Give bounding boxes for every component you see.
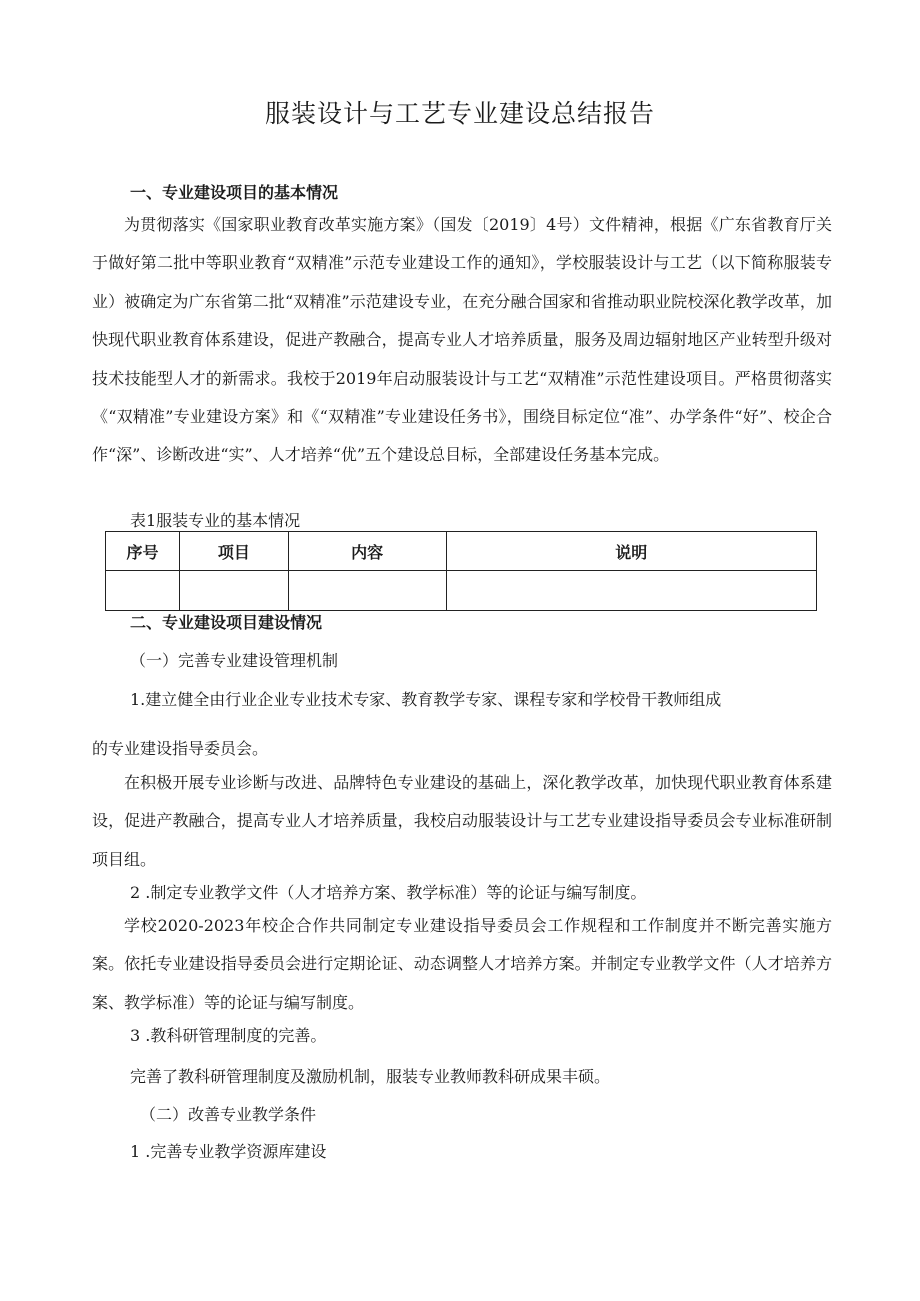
paragraph3: 完善了教科研管理制度及激励机制，服装专业教师教科研成果丰硕。 bbox=[130, 1067, 611, 1086]
page-title: 服装设计与工艺专业建设总结报告 bbox=[264, 99, 655, 128]
section2-heading: 二、专业建设项目建设情况 bbox=[130, 613, 323, 632]
basic-info-table bbox=[105, 531, 817, 611]
item1-text: 1.建立健全由行业企业专业技术专家、教育教学专家、课程专家和学校骨干教师组成 bbox=[130, 690, 722, 709]
table-header-cell: 说明 bbox=[446, 532, 816, 571]
item2-text: 2 .制定专业教学文件（人才培养方案、教学标准）等的论证与编写制度。 bbox=[130, 883, 647, 902]
table-header-cell: 内容 bbox=[288, 532, 446, 571]
table-header-cell: 序号 bbox=[106, 532, 180, 571]
item3-text: 3 .教科研管理制度的完善。 bbox=[130, 1026, 327, 1045]
item1-continuation: 的专业建设指导委员会。 bbox=[92, 739, 269, 758]
paragraph1: 在积极开展专业诊断与改进、品牌特色专业建设的基础上，深化教学改革，加快现代职业教育体系建设，促进产教融合，提高专业人才培养质量，我校启动服装设计与工艺专业建设指导委员会专业标准研制项目组。 bbox=[92, 773, 832, 869]
subsection2-heading: （二）改善专业教学条件 bbox=[140, 1105, 317, 1124]
table-row bbox=[106, 571, 817, 611]
subsection1-heading: （一）完善专业建设管理机制 bbox=[130, 651, 339, 670]
section1-heading: 一、专业建设项目的基本情况 bbox=[130, 183, 339, 202]
table-header-cell: 项目 bbox=[179, 532, 288, 571]
table-cell bbox=[106, 571, 180, 611]
table-caption: 表1服装专业的基本情况 bbox=[130, 511, 301, 530]
table-cell bbox=[288, 571, 446, 611]
table-cell bbox=[179, 571, 288, 611]
table-header-row bbox=[106, 532, 817, 571]
section1-paragraph: 为贯彻落实《国家职业教育改革实施方案》（国发〔2019〕4号）文件精神，根据《广东省教育厅关于做好第二批中等职业教育“双精准”示范专业建设工作的通知》，学校服装设计与工艺（以下简称服装专业）被确定为广东省第二批“双精准”示范建设专业，在充分融合国家和省推动职业院校深化教学改革，加快现代职业教育体系建设，促进产教融合，提高专业人才培养质量，服务及周边辐射地区产业转型升级对技术技能型人才的新需求。我校于2019年启动服装设计与工艺“双精准”示范性建设项目。严格贯彻落实《“双精准”专业建设方案》和《“双精准”专业建设任务书》，围绕目标定位“准”、办学条件“好”、校企合作“深”、诊断改进“实”、人才培养“优”五个建设总目标，全部建设任务基本完成。 bbox=[92, 215, 832, 465]
item4-text: 1 .完善专业教学资源库建设 bbox=[130, 1142, 327, 1161]
paragraph2: 学校2020-2023年校企合作共同制定专业建设指导委员会工作规程和工作制度并不断完善实施方案。依托专业建设指导委员会进行定期论证、动态调整人才培养方案。并制定专业教学文件（人才培养方案、教学标准）等的论证与编写制度。 bbox=[92, 916, 832, 1012]
table-cell bbox=[446, 571, 816, 611]
